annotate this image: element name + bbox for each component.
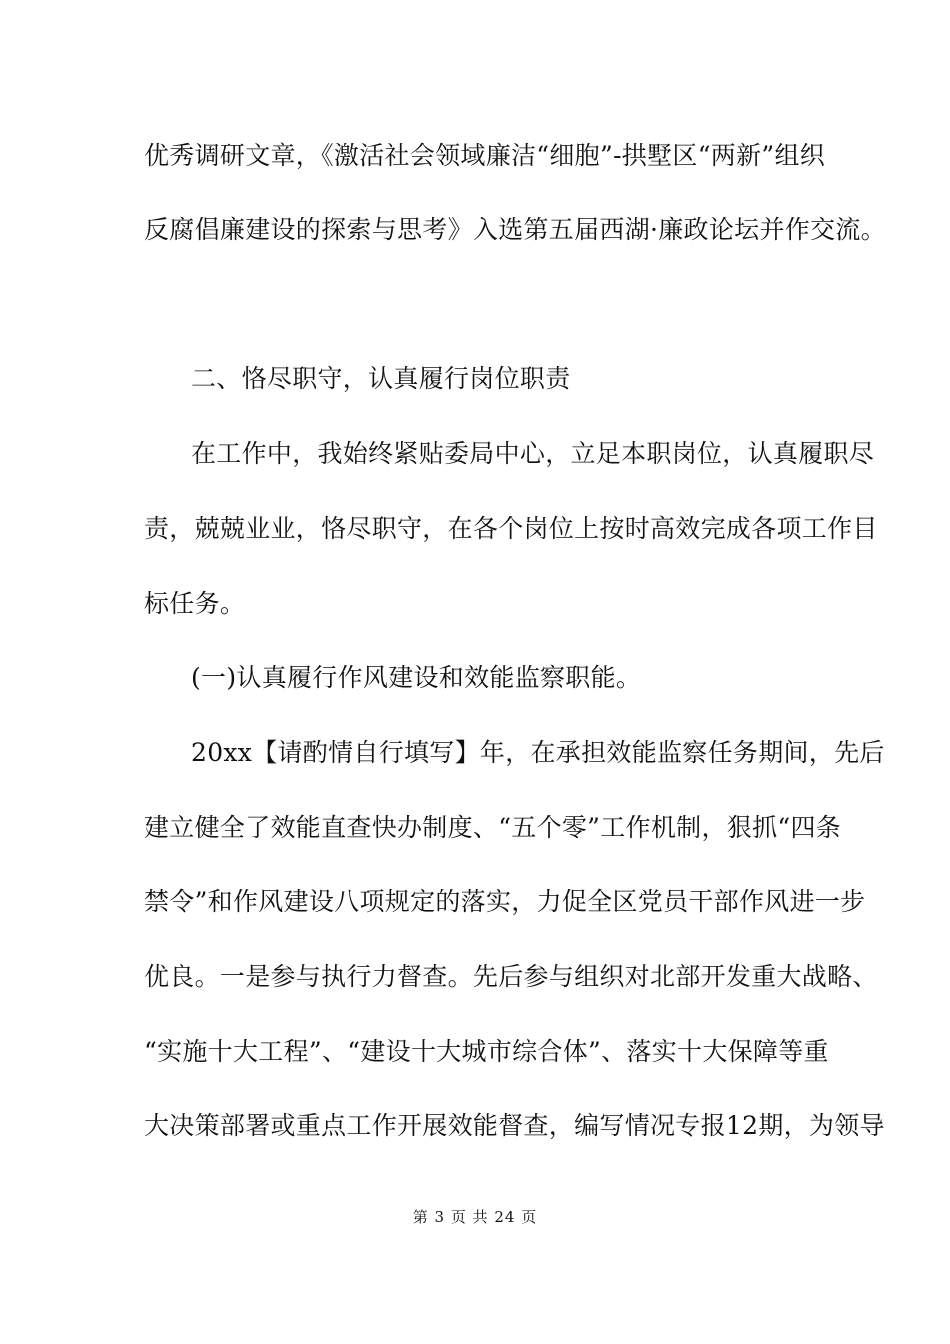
paragraph-line: “实施十大工程”、“建设十大城市综合体”、落实十大保障等重 [144, 1037, 829, 1066]
paragraph-line: 20xx【请酌情自行填写】年，在承担效能监察任务期间，先后 [191, 738, 885, 767]
paragraph-line: 建立健全了效能直查快办制度、“五个零”工作机制，狠抓“四条 [144, 813, 842, 842]
paragraph-line: 禁令”和作风建设八项规定的落实，力促全区党员干部作风进一步 [144, 887, 866, 916]
paragraph-line: 在工作中，我始终紧贴委局中心，立足本职岗位，认真履职尽 [191, 439, 875, 468]
paragraph-line: 优秀调研文章，《激活社会领域廉洁“细胞”-拱墅区“两新”组织 [144, 141, 826, 170]
paragraph-line: 标任务。 [144, 589, 246, 618]
paragraph-line: 责，兢兢业业，恪尽职守，在各个岗位上按时高效完成各项工作目 [144, 514, 878, 543]
page-number-footer: 第 3 页 共 24 页 [412, 1208, 538, 1226]
paragraph-line: 反腐倡廉建设的探索与思考》入选第五届西湖·廉政论坛并作交流。 [144, 215, 886, 244]
subsection-heading: (一)认真履行作风建设和效能监察职能。 [191, 663, 642, 692]
section-heading: 二、恪尽职守，认真履行岗位职责 [191, 364, 571, 393]
paragraph-line: 大决策部署或重点工作开展效能督查，编写情况专报12期，为领导 [144, 1111, 885, 1140]
paragraph-line: 优良。一是参与执行力督查。先后参与组织对北部开发重大战略、 [144, 962, 878, 991]
